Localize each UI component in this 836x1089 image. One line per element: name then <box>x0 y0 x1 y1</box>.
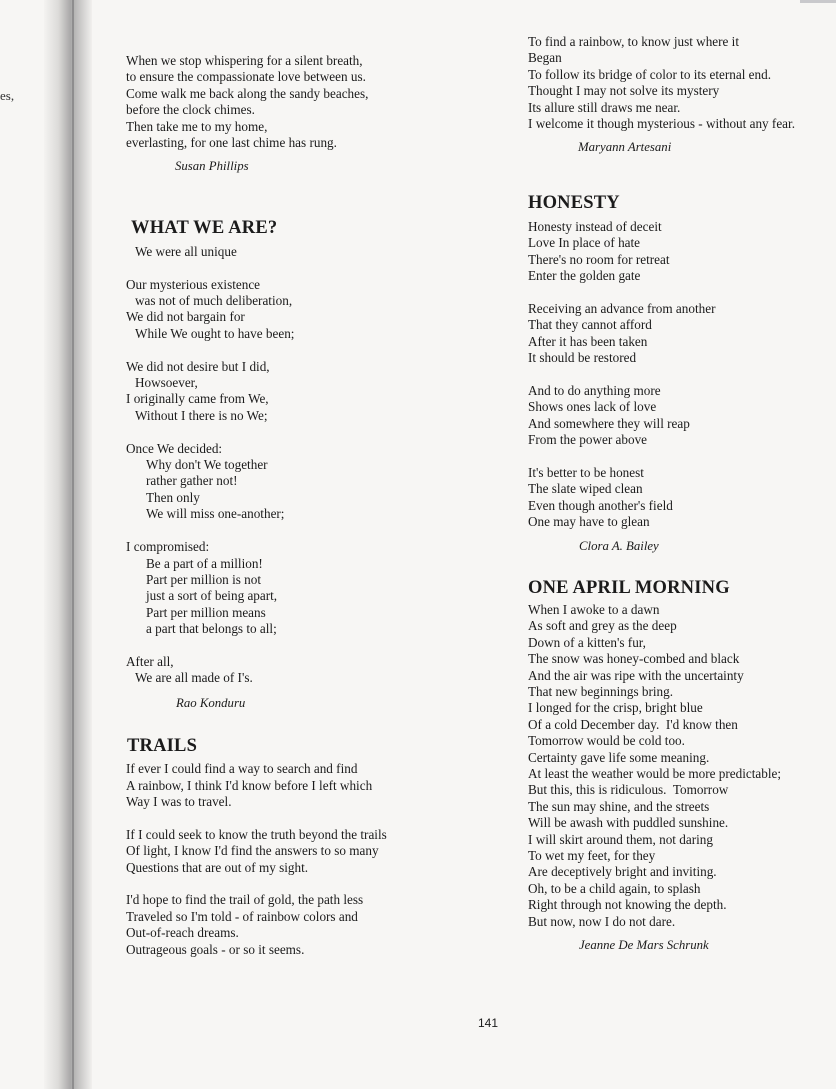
stanza <box>126 441 456 523</box>
poem-line: The sun may shine, and the streets <box>528 798 710 814</box>
stanza <box>528 301 828 367</box>
poem-line: We are all made of I's. <box>135 670 253 686</box>
poem-line: A rainbow, I think I'd know before I left which <box>126 777 373 793</box>
poem-author: Jeanne De Mars Schrunk <box>579 938 709 953</box>
poem-line: Certainty gave life some meaning. <box>528 749 710 765</box>
poem-line: When I awoke to a dawn <box>528 601 660 617</box>
poem-line: But this, this is ridiculous. Tomorrow <box>528 782 729 798</box>
page-number: 141 <box>478 1016 499 1030</box>
stanza <box>126 761 456 810</box>
poem-line: Of light, I know I'd find the answers to so many <box>126 843 379 859</box>
poem-line: We were all unique <box>135 243 237 259</box>
poem-line: Will be awash with puddled sunshine. <box>528 815 729 831</box>
poem-line: Then take me to my home, <box>126 118 268 134</box>
stanza <box>528 465 828 531</box>
poem-trails <box>126 735 456 958</box>
poem-line: There's no room for retreat <box>528 251 670 267</box>
poem-line: The slate wiped clean <box>528 481 643 497</box>
poem-line: Oh, to be a child again, to splash <box>528 880 701 896</box>
poem-line: From the power above <box>528 432 648 448</box>
poem-line: I compromised: <box>126 539 210 555</box>
poem-line: After it has been taken <box>528 333 648 349</box>
stanza <box>528 383 828 449</box>
poem-author: Clora A. Bailey <box>579 538 659 553</box>
poem-artesani <box>528 34 828 156</box>
poem-line: We did not bargain for <box>126 309 245 325</box>
poem-line: We did not desire but I did, <box>126 358 270 374</box>
poem-line: everlasting, for one last chime has rung. <box>126 135 337 151</box>
stanza <box>126 539 456 637</box>
poem-what-we-are <box>126 217 456 711</box>
poem-line: Once We decided: <box>126 440 223 456</box>
poem-title: WHAT WE ARE? <box>131 217 278 238</box>
poem-line: As soft and grey as the deep <box>528 618 677 634</box>
poem-line: If ever I could find a way to search and find <box>126 761 358 777</box>
poem-line: rather gather not! <box>146 473 238 489</box>
poem-line: Its allure still draws me near. <box>528 99 681 115</box>
poem-line: Even though another's field <box>528 497 673 513</box>
poem-line: Of a cold December day. I'd know then <box>528 716 738 732</box>
poem-line: It's better to be honest <box>528 464 644 480</box>
poem-line: Part per million means <box>146 604 266 620</box>
poem-line: But now, now I do not dare. <box>528 913 676 929</box>
poem-line: I longed for the crisp, bright blue <box>528 700 703 716</box>
binding-gutter-line <box>72 0 74 1089</box>
poem-line: Why don't We together <box>146 457 268 473</box>
poem-line: Way I was to travel. <box>126 793 232 809</box>
poem-line: That they cannot afford <box>528 317 652 333</box>
poem-line: Outrageous goals - or so it seems. <box>126 941 305 957</box>
poem-line: was not of much deliberation, <box>135 293 293 309</box>
poem-line: Howsoever, <box>135 375 198 391</box>
poem-line: It should be restored <box>528 350 637 366</box>
poem-line: Receiving an advance from another <box>528 300 716 316</box>
poem-line: Questions that are out of my sight. <box>126 859 309 875</box>
poem-title: TRAILS <box>127 736 198 757</box>
stanza <box>126 892 456 958</box>
poem-line: And to do anything more <box>528 382 661 398</box>
poem-line: To wet my feet, for they <box>528 848 656 864</box>
poem-line: Shows ones lack of love <box>528 399 657 415</box>
stanza <box>126 827 456 876</box>
stanza <box>528 219 828 285</box>
poem-line: Part per million is not <box>146 571 262 587</box>
stanza <box>126 654 456 687</box>
poem-line: Come walk me back along the sandy beaches, <box>126 85 369 101</box>
stanza <box>126 244 456 260</box>
poem-line: Down of a kitten's fur, <box>528 634 646 650</box>
poem-line: to ensure the compassionate love between us. <box>126 69 366 85</box>
poem-line: I will skirt around them, not daring <box>528 831 713 847</box>
poem-line: We will miss one-another; <box>146 506 285 522</box>
poem-title: HONESTY <box>528 192 620 213</box>
poem-line: And the air was ripe with the uncertainty <box>528 667 744 683</box>
poem-line: Are deceptively bright and inviting. <box>528 864 717 880</box>
right-column <box>528 34 828 953</box>
poem-line: That new beginnings bring. <box>528 683 674 699</box>
poem-line: Be a part of a million! <box>146 555 263 571</box>
left-column <box>126 53 456 958</box>
poem-line: I originally came from We, <box>126 391 269 407</box>
poem-line: a part that belongs to all; <box>146 621 277 637</box>
poem-line: Right through not knowing the depth. <box>528 897 727 913</box>
poem-line: The snow was honey-combed and black <box>528 651 740 667</box>
margin-fragment: es, <box>0 88 15 103</box>
poem-line: When we stop whispering for a silent breath, <box>126 53 363 68</box>
poem-author: Rao Konduru <box>176 695 246 710</box>
poem-line: Love In place of hate <box>528 235 641 251</box>
poem-phillips <box>126 53 456 175</box>
corner-mark <box>800 0 836 3</box>
poem-line: Our mysterious existence <box>126 276 261 292</box>
stanza <box>126 277 456 343</box>
poem-line: Out-of-reach dreams. <box>126 925 239 941</box>
poem-title: ONE APRIL MORNING <box>528 577 730 598</box>
poem-author: Maryann Artesani <box>578 140 672 155</box>
poem-line: At least the weather would be more predictable; <box>528 765 782 781</box>
poem-line: One may have to glean <box>528 514 650 530</box>
stanza <box>126 359 456 425</box>
poem-line: Thought I may not solve its mystery <box>528 83 720 99</box>
poem-line: After all, <box>126 653 174 669</box>
poem-line: I welcome it though mysterious - without any fear. <box>528 116 795 132</box>
poem-line: To follow its bridge of color to its eternal end. <box>528 66 771 82</box>
poem-line: If I could seek to know the truth beyond the trails <box>126 826 387 842</box>
poem-line: To find a rainbow, to know just where it <box>528 34 740 49</box>
poem-honesty <box>528 192 828 554</box>
binding-gutter-shadow <box>44 0 92 1089</box>
poem-line: While We ought to have been; <box>135 325 295 341</box>
poem-line: Then only <box>146 489 200 505</box>
poem-line: I'd hope to find the trail of gold, the path less <box>126 892 364 908</box>
poem-line: Traveled so I'm told - of rainbow colors and <box>126 908 358 924</box>
poem-line: before the clock chimes. <box>126 102 255 118</box>
poem-line: just a sort of being apart, <box>146 588 278 604</box>
poem-author: Susan Phillips <box>175 159 249 174</box>
poem-line: Without I there is no We; <box>135 407 268 423</box>
poem-line: And somewhere they will reap <box>528 415 690 431</box>
poem-line: Tomorrow would be cold too. <box>528 733 685 749</box>
poem-line: Enter the golden gate <box>528 268 641 284</box>
poem-line: Honesty instead of deceit <box>528 218 662 234</box>
poem-line: Began <box>528 50 562 66</box>
poem-april <box>528 577 828 954</box>
